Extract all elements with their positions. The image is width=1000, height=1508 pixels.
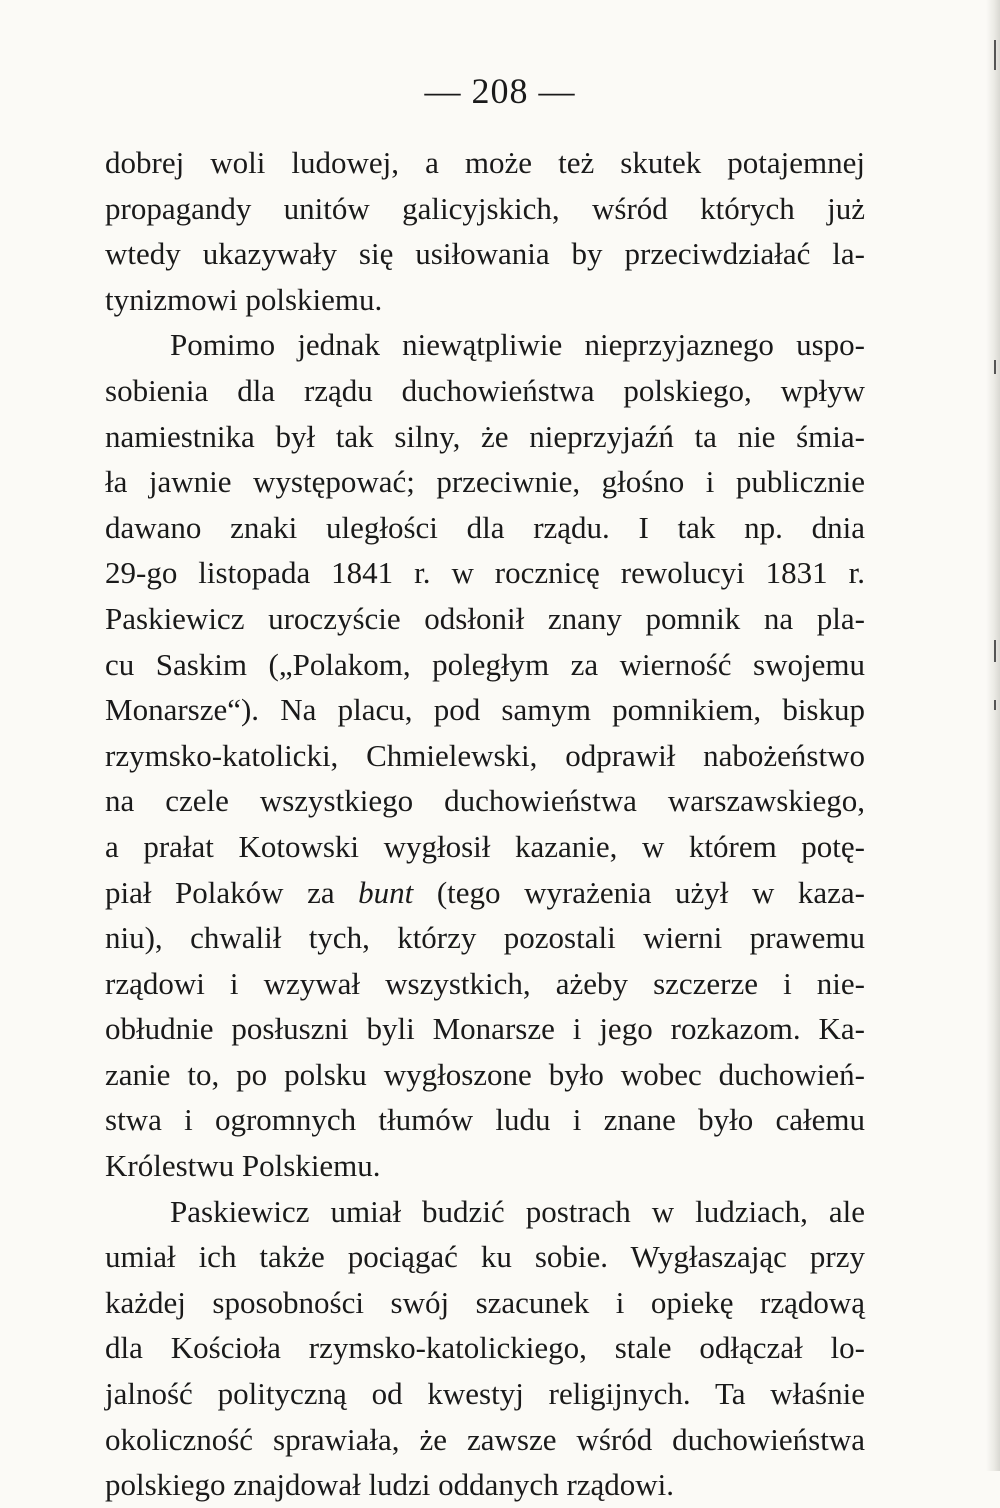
text-line: rzymsko-katolicki, Chmielewski, odprawił nabożeństwo xyxy=(105,737,865,773)
text-run: (tego wyrażenia użył w kaza- xyxy=(413,874,865,910)
text-line: niu), chwalił tych, którzy pozostali wierni prawemu xyxy=(105,920,865,956)
text-line: każdej sposobności swój szacunek i opiekę rządową xyxy=(105,1284,865,1320)
text-line: dobrej woli ludowej, a może też skutek potajemnej xyxy=(105,145,865,180)
text-line: obłudnie posłuszni byli Monarsze i jego rozkazom. Ka- xyxy=(105,1011,865,1047)
body-text xyxy=(105,140,865,1508)
text-line: 29-go listopada 1841 r. w rocznicę rewolucyi 1831 r. xyxy=(105,555,865,591)
text-line: zanie to, po polsku wygłoszone było wobec duchowień- xyxy=(105,1056,865,1092)
text-line: Królestwu Polskiemu. xyxy=(105,1148,381,1184)
paragraph-1 xyxy=(105,140,865,322)
italic-word: bunt xyxy=(358,874,414,910)
text-line: jalność polityczną od kwestyj religijnych. Ta właśnie xyxy=(105,1376,865,1412)
text-line: ła jawnie występować; przeciwnie, głośno i publicznie xyxy=(105,464,865,500)
text-line: okoliczność sprawiała, że zawsze wśród duchowieństwa xyxy=(105,1421,865,1457)
text-line: stwa i ogromnych tłumów ludu i znane było całemu xyxy=(105,1102,865,1138)
text-line: dawano znaki uległości dla rządu. I tak np. dnia xyxy=(105,509,865,545)
text-line: dla Kościoła rzymsko-katolickiego, stale odłączał lo- xyxy=(105,1330,865,1366)
text-line: Pomimo jednak niewątpliwie nieprzyjaznego uspo- xyxy=(170,327,865,363)
text-line: cu Saskim („Polakom, poległym za wierność swojemu xyxy=(105,646,865,682)
text-line: rządowi i wzywał wszystkich, ażeby szczerze i nie- xyxy=(105,965,865,1001)
page-edge xyxy=(986,0,1000,1471)
text-line: propagandy unitów galicyjskich, wśród których już xyxy=(105,190,865,226)
text-run: piał Polaków za xyxy=(105,874,359,910)
paragraph-3 xyxy=(105,1189,865,1508)
text-line: a prałat Kotowski wygłosił kazanie, w którem potę- xyxy=(105,828,865,864)
text-line: wtedy ukazywały się usiłowania by przeciwdziałać la- xyxy=(105,236,865,272)
text-line: Monarsze“). Na placu, pod samym pomnikiem, biskup xyxy=(105,692,865,728)
text-line: umiał ich także pociągać ku sobie. Wygłaszając przy xyxy=(105,1239,865,1275)
text-line: Paskiewicz uroczyście odsłonił znany pomnik na pla- xyxy=(105,600,865,636)
text-line xyxy=(105,870,865,916)
paragraph-2 xyxy=(105,322,865,1188)
text-line: na czele wszystkiego duchowieństwa warszawskiego, xyxy=(105,783,865,819)
text-line: Paskiewicz umiał budzić postrach w ludziach, ale xyxy=(170,1193,865,1229)
text-line: namiestnika był tak silny, że nieprzyjaźń ta nie śmia- xyxy=(105,418,865,454)
text-line: tynizmowi polskiemu. xyxy=(105,281,383,317)
text-line: sobienia dla rządu duchowieństwa polskiego, wpływ xyxy=(105,372,865,408)
text-line: polskiego znajdował ludzi oddanych rządowi. xyxy=(105,1467,675,1503)
page-number: — 208 — xyxy=(424,71,576,111)
